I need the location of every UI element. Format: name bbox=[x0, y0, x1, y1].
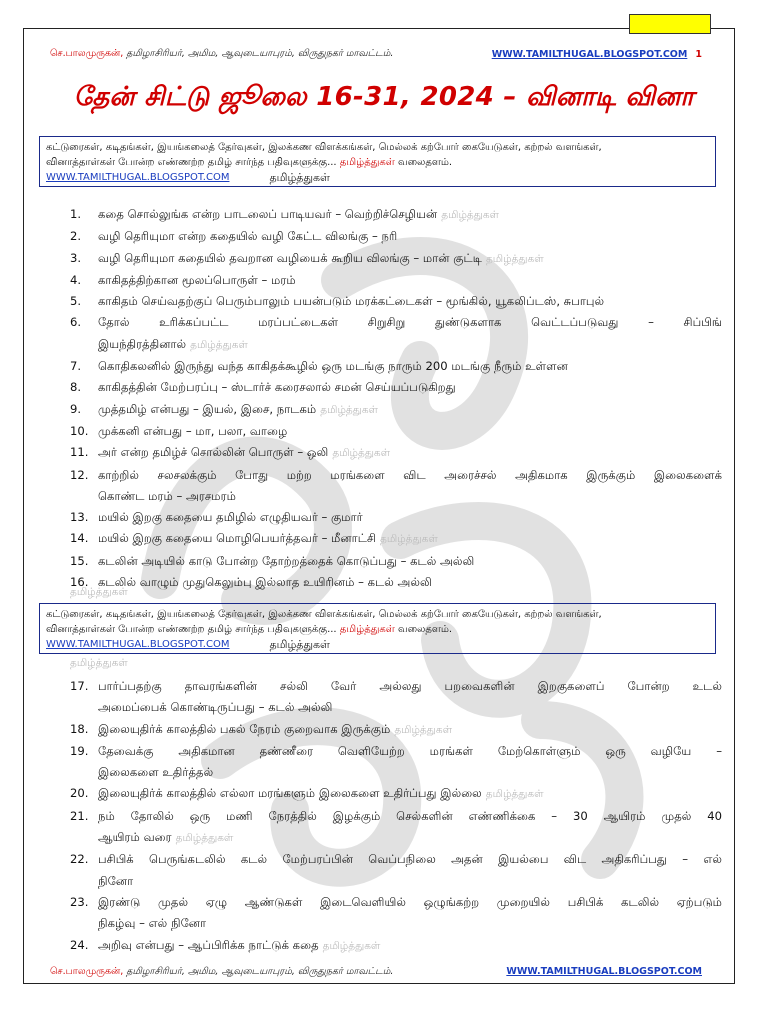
question-number: 3. bbox=[70, 250, 82, 265]
question-number: 18. bbox=[70, 721, 89, 736]
question-number: 16. bbox=[70, 575, 89, 590]
question-text bbox=[98, 226, 722, 247]
promo-highlight: தமிழ்த்துகள் bbox=[339, 157, 395, 168]
question-item bbox=[70, 719, 722, 741]
question-number: 5. bbox=[70, 294, 82, 309]
question-item bbox=[70, 741, 722, 784]
question-text bbox=[98, 465, 722, 486]
question-item bbox=[70, 377, 722, 398]
question-text-line: தோல் உரிக்கப்பட்ட மரப்பட்டைகள் சிறுசிறு துண்டுகளாக வெட்டப்படுவது – சிப்பிங் bbox=[98, 315, 722, 330]
question-text-line: முத்தமிழ் என்பது – இயல், இசை, நாடகம் bbox=[98, 401, 317, 416]
watermark-text: தமிழ்த்துகள் bbox=[485, 788, 544, 801]
question-text bbox=[98, 892, 722, 913]
watermark-text: தமிழ்த்துகள் bbox=[441, 209, 500, 221]
question-item bbox=[70, 676, 722, 719]
question-text-line: வழி தெரியுமா என்ற கதையில் வழி கேட்ட விலங்கு – நரி bbox=[98, 229, 398, 244]
highlight-box bbox=[629, 14, 711, 34]
question-number: 10. bbox=[70, 423, 89, 438]
watermark-text: தமிழ்த்துகள் bbox=[485, 252, 544, 265]
question-text-continued bbox=[98, 827, 722, 849]
question-text bbox=[98, 783, 722, 805]
promo-line-3 bbox=[46, 170, 709, 185]
question-item bbox=[70, 892, 722, 935]
author-details: தமிழாசிரியர், அமிம, ஆவுடையாபுரம், விருதுநகர் மாவட்டம். bbox=[126, 966, 394, 977]
question-item bbox=[70, 551, 722, 572]
question-number: 23. bbox=[70, 894, 89, 909]
question-list-a bbox=[70, 204, 722, 593]
header-author bbox=[50, 48, 393, 60]
question-body bbox=[98, 892, 722, 935]
question-text-line: அமைப்பைக் கொண்டிருப்பது – கடல் அல்லி bbox=[98, 700, 333, 715]
question-item bbox=[70, 935, 722, 957]
question-number: 12. bbox=[70, 467, 89, 482]
question-text-line: நினோ bbox=[98, 873, 134, 888]
question-text bbox=[98, 741, 722, 762]
promo-box-top bbox=[39, 136, 716, 187]
question-text-line: காகிதத்தின் மேற்பரப்பு – ஸ்டார்ச் கரைசலால் சமன் செய்யப்படுகிறது bbox=[98, 380, 456, 395]
question-item bbox=[70, 312, 722, 356]
question-body bbox=[98, 465, 722, 508]
promo-site-link[interactable]: WWW.TAMILTHUGAL.BLOGSPOT.COM bbox=[46, 639, 230, 650]
question-text-line: அறிவு என்பது – ஆப்பிரிக்க நாட்டுக் கதை bbox=[98, 937, 319, 952]
question-body bbox=[98, 356, 722, 377]
question-body bbox=[98, 849, 722, 892]
question-body bbox=[98, 935, 722, 957]
question-text-continued bbox=[98, 871, 722, 892]
question-text bbox=[98, 399, 722, 421]
promo-line-2-end: வலைதளம். bbox=[398, 624, 453, 635]
question-text bbox=[98, 442, 722, 464]
question-body bbox=[98, 719, 722, 741]
question-number: 7. bbox=[70, 359, 82, 374]
question-text bbox=[98, 719, 722, 741]
question-number: 19. bbox=[70, 743, 89, 758]
promo-site-name: தமிழ்த்துகள் bbox=[269, 171, 330, 184]
question-text-line: நம் தோலில் ஒரு மணி நேரத்தில் இழக்கும் செல்களின் எண்ணிக்கை – 30 ஆயிரம் முதல் 40 bbox=[98, 808, 722, 823]
question-text bbox=[98, 204, 722, 226]
promo-line-1: கட்டுரைகள், கடிதங்கள், இயங்கலைத் தேர்வுகள், இலக்கண விளக்கங்கள், மெல்லக் கற்போர் கையேடுகள், கற்றல் வளங்கள், bbox=[46, 609, 602, 620]
question-text-line: வழி தெரியுமா கதையில் தவறான வழியைக் கூறிய விலங்கு – மான் குட்டி bbox=[98, 250, 482, 265]
question-text bbox=[98, 356, 722, 377]
question-number: 17. bbox=[70, 679, 89, 693]
question-number: 21. bbox=[70, 808, 89, 823]
question-item bbox=[70, 356, 722, 377]
question-text-line: மயில் இறகு கதையை மொழிபெயர்த்தவர் – மீனாட்சி bbox=[98, 531, 377, 546]
footer-site-link[interactable]: WWW.TAMILTHUGAL.BLOGSPOT.COM bbox=[506, 966, 702, 977]
watermark-text: தமிழ்த்துகள் bbox=[320, 403, 379, 416]
question-body bbox=[98, 676, 722, 719]
question-text-line: காற்றில் சலசலக்கும் போது மற்ற மரங்களை விட அரைச்சல் அதிகமாக இருக்கும் இலைகளைக் bbox=[98, 467, 722, 482]
question-text-line: கொதிகலனில் இருந்து வந்த காகிதக்கூழில் ஒரு மடங்கு நாரும் 200 மடங்கு நீரும் உள்ளன bbox=[98, 359, 568, 374]
question-text bbox=[98, 248, 722, 270]
question-text-continued bbox=[98, 334, 722, 356]
author-details: தமிழாசிரியர், அமிம, ஆவுடையாபுரம், விருதுநகர் மாவட்டம். bbox=[126, 48, 394, 59]
question-item bbox=[70, 270, 722, 291]
watermark-text: தமிழ்த்துகள் bbox=[394, 723, 453, 736]
question-body bbox=[98, 442, 722, 464]
header-line bbox=[50, 48, 702, 60]
question-body bbox=[98, 204, 722, 226]
question-text-line: மயில் இறகு கதையை தமிழில் எழுதியவர் – குமார் bbox=[98, 510, 363, 525]
question-item bbox=[70, 465, 722, 508]
question-number: 2. bbox=[70, 229, 82, 244]
question-number: 20. bbox=[70, 786, 89, 801]
promo-line-2-start: வினாத்தாள்கள் போன்ற எண்ணற்ற தமிழ் சார்ந்த பதிவுகளுக்கு... bbox=[46, 624, 337, 635]
question-text-line: அர் என்ற தமிழ்ச் சொல்லின் பொருள் – ஒலி bbox=[98, 445, 329, 460]
question-body bbox=[98, 551, 722, 572]
question-number: 24. bbox=[70, 937, 89, 952]
question-number: 6. bbox=[70, 315, 82, 330]
page-number: 1 bbox=[695, 48, 702, 60]
question-text bbox=[98, 572, 722, 593]
question-body bbox=[98, 507, 722, 528]
question-number: 13. bbox=[70, 510, 89, 525]
question-body bbox=[98, 291, 722, 312]
question-text-line: தேவைக்கு அதிகமான தண்ணீரை வெளியேற்ற மரங்கள் மேற்கொள்ளும் ஒரு வழியே – bbox=[98, 743, 722, 758]
question-text-line: கடலின் அடியில் காடு போன்ற தோற்றத்தைக் கொடுப்பது – கடல் அல்லி bbox=[98, 553, 475, 568]
question-text bbox=[98, 676, 722, 697]
question-item bbox=[70, 783, 722, 805]
question-text-line: காகிதத்திற்கான மூலப்பொருள் – மரம் bbox=[98, 272, 296, 287]
promo-line-1: கட்டுரைகள், கடிதங்கள், இயங்கலைத் தேர்வுகள், இலக்கண விளக்கங்கள், மெல்லக் கற்போர் கையேடுகள், கற்றல் வளங்கள், bbox=[46, 142, 602, 153]
promo-line-2-end: வலைதளம். bbox=[398, 157, 453, 168]
question-text-continued bbox=[98, 762, 722, 783]
question-text bbox=[98, 507, 722, 528]
question-item bbox=[70, 399, 722, 421]
question-text-line: இலையுதிர்க் காலத்தில் எல்லா மரங்களும் இலைகளை உதிர்ப்பது இல்லை bbox=[98, 786, 482, 801]
question-text-continued bbox=[98, 486, 722, 507]
question-text-line: ஆயிரம் வரை bbox=[98, 830, 172, 845]
question-number: 4. bbox=[70, 272, 82, 287]
question-body bbox=[98, 270, 722, 291]
question-body bbox=[98, 248, 722, 270]
author-name: செ.பாலமுருகன், bbox=[50, 48, 124, 59]
promo-line-2-start: வினாத்தாள்கள் போன்ற எண்ணற்ற தமிழ் சார்ந்த பதிவுகளுக்கு... bbox=[46, 157, 337, 168]
watermark-text: தமிழ்த்துகள் bbox=[322, 939, 381, 952]
question-text bbox=[98, 935, 722, 957]
question-body bbox=[98, 421, 722, 442]
question-text-line: காகிதம் செய்வதற்குப் பெரும்பாலும் பயன்படும் மரக்கட்டைகள் – மூங்கில், யூகலிப்டஸ், சுபாபுல் bbox=[98, 294, 605, 309]
question-text-line: இலையுதிர்க் காலத்தில் பகல் நேரம் குறைவாக இருக்கும் bbox=[98, 721, 391, 736]
question-text-line: கதை சொல்லுங்க என்ற பாடலைப் பாடியவர் – வெற்றிச்செழியன் bbox=[98, 207, 438, 221]
promo-line-3 bbox=[46, 637, 709, 652]
question-item bbox=[70, 442, 722, 464]
question-item bbox=[70, 849, 722, 892]
question-item bbox=[70, 572, 722, 593]
promo-box-bottom bbox=[39, 603, 716, 654]
promo-site-name: தமிழ்த்துகள் bbox=[269, 638, 330, 651]
question-number: 15. bbox=[70, 553, 89, 568]
watermark-text: தமிழ்த்துகள் bbox=[190, 338, 248, 351]
promo-line-2 bbox=[46, 622, 709, 637]
author-name: செ.பாலமுருகன், bbox=[50, 966, 124, 977]
question-body bbox=[98, 806, 722, 850]
question-number: 14. bbox=[70, 531, 89, 546]
question-text-line: இலைகளை உதிர்த்தல் bbox=[98, 765, 214, 780]
question-number: 22. bbox=[70, 852, 89, 867]
question-body bbox=[98, 312, 722, 356]
question-item bbox=[70, 806, 722, 850]
promo-highlight: தமிழ்த்துகள் bbox=[339, 624, 395, 635]
watermark-text: தமிழ்த்துகள் bbox=[380, 533, 438, 546]
question-body bbox=[98, 783, 722, 805]
question-text bbox=[98, 421, 722, 442]
footer-author bbox=[50, 966, 393, 978]
question-text-line: இரண்டு முதல் ஏழு ஆண்டுகள் இடைவெளியில் ஒழுங்கற்ற முறையில் பசிபிக் கடலில் ஏற்படும் bbox=[98, 894, 722, 909]
question-item bbox=[70, 421, 722, 442]
watermark-text: தமிழ்த்துகள் bbox=[70, 586, 128, 598]
question-body bbox=[98, 377, 722, 398]
question-text-line: கடலில் வாழும் முதுகெலும்பு இல்லாத உயிரினம் – கடல் அல்லி bbox=[98, 575, 432, 590]
question-body bbox=[98, 399, 722, 421]
question-item bbox=[70, 226, 722, 247]
question-item bbox=[70, 507, 722, 528]
promo-site-link[interactable]: WWW.TAMILTHUGAL.BLOGSPOT.COM bbox=[46, 172, 230, 183]
header-right bbox=[492, 49, 702, 60]
question-item bbox=[70, 204, 722, 226]
footer-line bbox=[50, 966, 702, 978]
question-item bbox=[70, 528, 722, 550]
question-text-continued bbox=[98, 697, 722, 718]
question-number: 8. bbox=[70, 380, 82, 395]
question-text bbox=[98, 377, 722, 398]
question-text bbox=[98, 528, 722, 550]
question-text bbox=[98, 806, 722, 827]
question-number: 1. bbox=[70, 207, 82, 221]
question-body bbox=[98, 226, 722, 247]
watermark-text: தமிழ்த்துகள் bbox=[332, 447, 391, 460]
question-text-line: நிகழ்வு – எல் நினோ bbox=[98, 916, 207, 931]
question-text-line: பசிபிக் பெருங்கடலில் கடல் மேற்பரப்பின் வெப்பநிலை அதன் இயல்பை விட அதிகரிப்பது – எல் bbox=[98, 852, 722, 867]
question-text bbox=[98, 270, 722, 291]
question-body bbox=[98, 528, 722, 550]
question-text-continued bbox=[98, 913, 722, 934]
question-text-line: கொண்ட மரம் – அரசமரம் bbox=[98, 488, 236, 503]
question-text-line: பார்ப்பதற்கு தாவரங்களின் சல்லி வேர் அல்லது பறவைகளின் இறகுகளைப் போன்ற உடல் bbox=[98, 679, 722, 693]
question-text-line: முக்கனி என்பது – மா, பலா, வாழை bbox=[98, 423, 288, 438]
question-number: 11. bbox=[70, 445, 89, 460]
page-title: தேன் சிட்டு ஜூலை 16-31, 2024 – வினாடி வினா bbox=[73, 82, 695, 112]
question-text bbox=[98, 291, 722, 312]
question-body bbox=[98, 741, 722, 784]
question-list-b bbox=[70, 676, 722, 957]
question-number: 9. bbox=[70, 401, 82, 416]
question-text-line: இயந்திரத்தினால் bbox=[98, 336, 187, 351]
watermark-text: தமிழ்த்துகள் bbox=[175, 832, 234, 845]
question-item bbox=[70, 291, 722, 312]
question-text bbox=[98, 312, 722, 333]
question-text bbox=[98, 551, 722, 572]
header-site-link[interactable]: WWW.TAMILTHUGAL.BLOGSPOT.COM bbox=[491, 48, 688, 60]
question-text bbox=[98, 849, 722, 870]
question-item bbox=[70, 248, 722, 270]
question-body bbox=[98, 572, 722, 593]
watermark-text: தமிழ்த்துகள் bbox=[70, 657, 128, 669]
promo-line-2 bbox=[46, 155, 709, 170]
